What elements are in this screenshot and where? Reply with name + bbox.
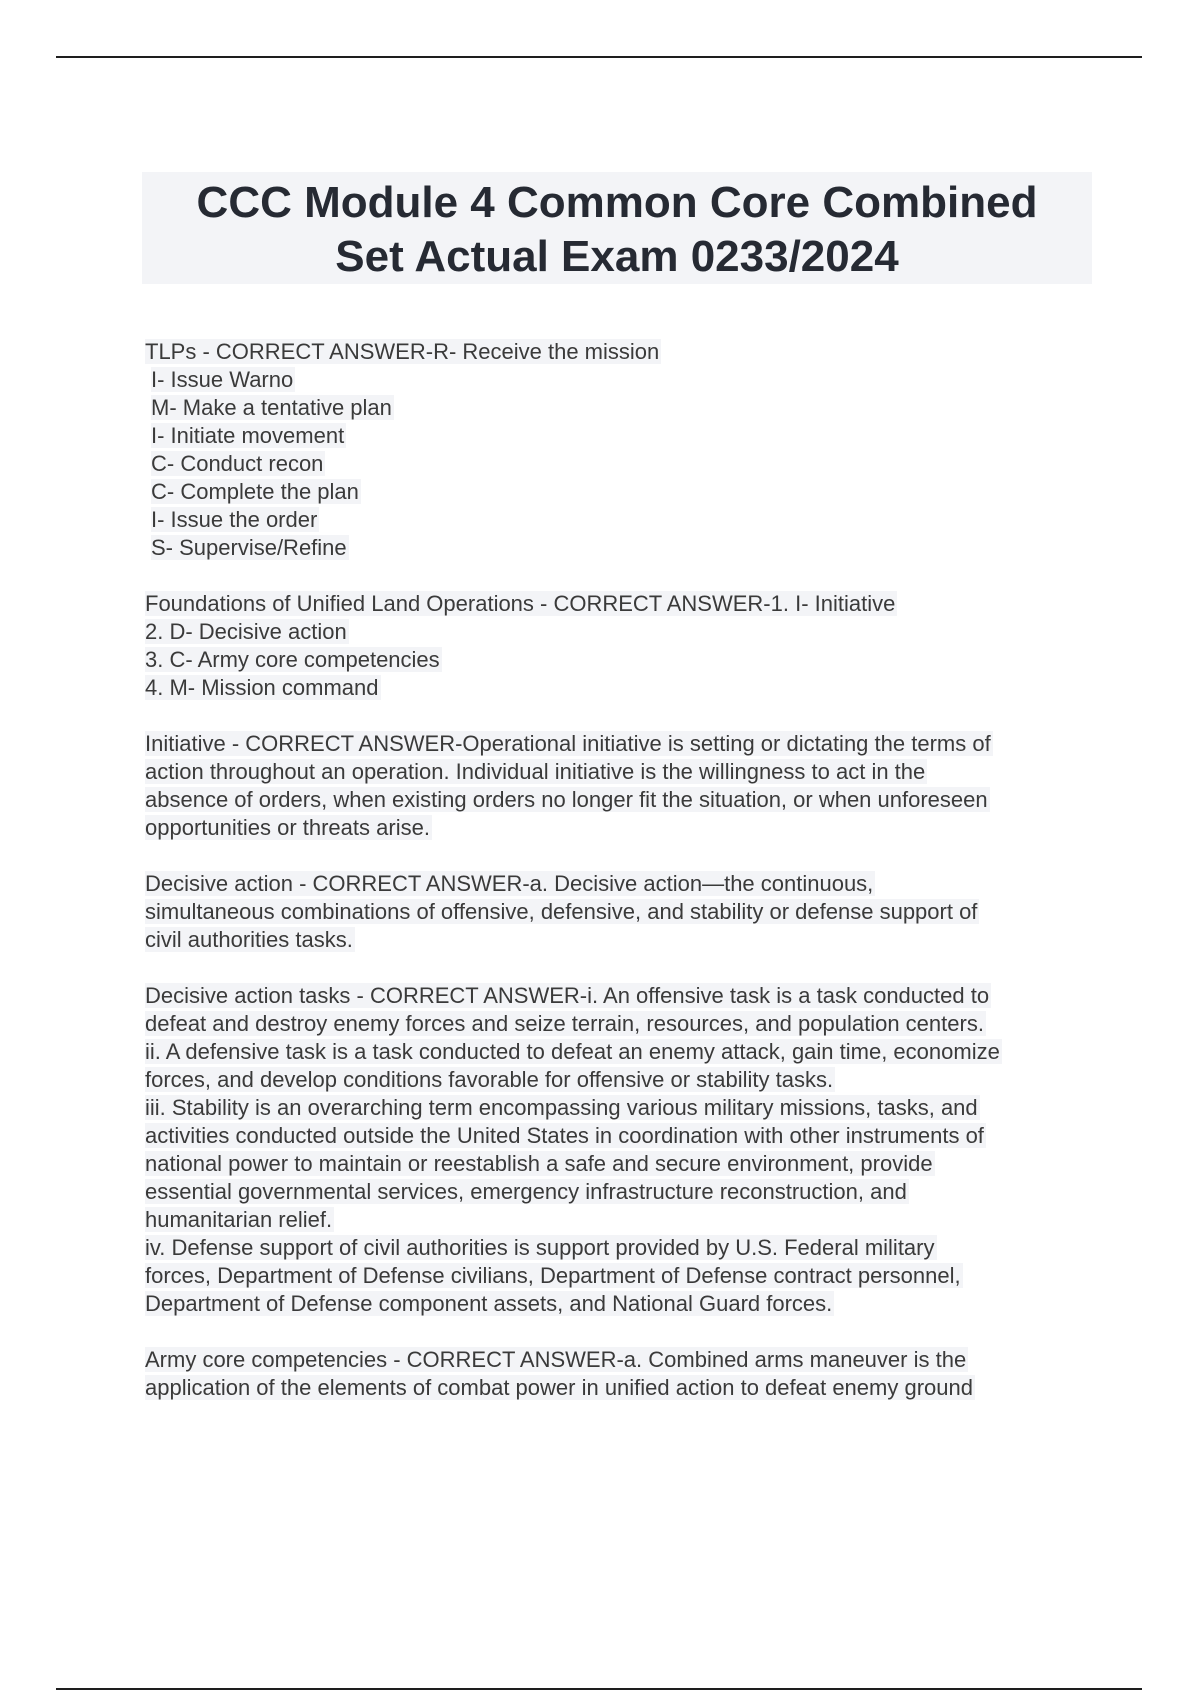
qa-entry-decisive-action bbox=[145, 870, 1145, 954]
entry-line: Foundations of Unified Land Operations - CORRECT ANSWER-1. I- Initiative bbox=[145, 591, 896, 616]
entry-line: 2. D- Decisive action bbox=[145, 619, 347, 644]
entry-line: civil authorities tasks. bbox=[145, 927, 353, 952]
title-line-2: Set Actual Exam 0233/2024 bbox=[335, 232, 899, 281]
entry-line: Decisive action tasks - CORRECT ANSWER-i. An offensive task is a task conducted to bbox=[145, 983, 990, 1008]
entry-line: 4. M- Mission command bbox=[145, 675, 379, 700]
entry-line: Decisive action - CORRECT ANSWER-a. Decisive action—the continuous, bbox=[145, 871, 874, 896]
entry-line: I- Issue the order bbox=[151, 507, 318, 532]
entry-line: application of the elements of combat power in unified action to defeat enemy ground bbox=[145, 1375, 973, 1400]
entry-line: activities conducted outside the United States in coordination with other instruments of bbox=[145, 1123, 984, 1148]
entry-line: action throughout an operation. Individual initiative is the willingness to act in the bbox=[145, 759, 926, 784]
entry-line: 3. C- Army core competencies bbox=[145, 647, 440, 672]
qa-entry-tlps bbox=[145, 338, 1145, 562]
entry-line: forces, and develop conditions favorable for offensive or stability tasks. bbox=[145, 1067, 834, 1092]
entry-line: defeat and destroy enemy forces and seize terrain, resources, and population centers. bbox=[145, 1011, 984, 1036]
entry-line: simultaneous combinations of offensive, defensive, and stability or defense support of bbox=[145, 899, 978, 924]
entry-line: I- Issue Warno bbox=[151, 367, 294, 392]
entry-line: Initiative - CORRECT ANSWER-Operational initiative is setting or dictating the terms of bbox=[145, 731, 991, 756]
entry-line: I- Initiate movement bbox=[151, 423, 345, 448]
entry-line: humanitarian relief. bbox=[145, 1207, 333, 1232]
entry-line: C- Complete the plan bbox=[151, 479, 359, 504]
footer-rule bbox=[56, 1688, 1142, 1690]
entry-line: iii. Stability is an overarching term encompassing various military missions, tasks, and bbox=[145, 1095, 978, 1120]
entry-line: TLPs - CORRECT ANSWER-R- Receive the mission bbox=[145, 339, 660, 364]
entry-line: opportunities or threats arise. bbox=[145, 815, 430, 840]
entry-line: national power to maintain or reestablish a safe and secure environment, provide bbox=[145, 1151, 933, 1176]
header-rule bbox=[56, 56, 1142, 58]
entry-line: iv. Defense support of civil authorities is support provided by U.S. Federal military bbox=[145, 1235, 935, 1260]
qa-entry-army-core-competencies bbox=[145, 1346, 1145, 1402]
qa-entry-decisive-action-tasks bbox=[145, 982, 1145, 1318]
entry-line: C- Conduct recon bbox=[151, 451, 324, 476]
entry-line: essential governmental services, emergency infrastructure reconstruction, and bbox=[145, 1179, 907, 1204]
document-title bbox=[142, 172, 1092, 284]
qa-entry-initiative bbox=[145, 730, 1145, 842]
entry-line: absence of orders, when existing orders no longer fit the situation, or when unforeseen bbox=[145, 787, 988, 812]
entry-line: Department of Defense component assets, and National Guard forces. bbox=[145, 1291, 833, 1316]
entry-line: forces, Department of Defense civilians, Department of Defense contract personnel, bbox=[145, 1263, 961, 1288]
document-body bbox=[145, 338, 1145, 1430]
entry-line: Army core competencies - CORRECT ANSWER-a. Combined arms maneuver is the bbox=[145, 1347, 967, 1372]
title-line-1: CCC Module 4 Common Core Combined bbox=[196, 178, 1038, 227]
qa-entry-foundations bbox=[145, 590, 1145, 702]
entry-line: M- Make a tentative plan bbox=[151, 395, 392, 420]
entry-line: S- Supervise/Refine bbox=[151, 535, 347, 560]
entry-line: ii. A defensive task is a task conducted to defeat an enemy attack, gain time, economize bbox=[145, 1039, 1000, 1064]
